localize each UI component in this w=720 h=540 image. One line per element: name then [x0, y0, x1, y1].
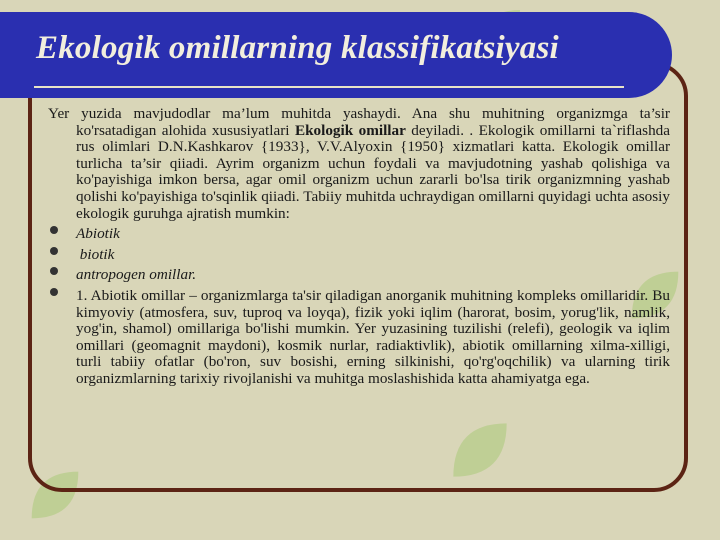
- list-item-label: Abiotik: [76, 225, 120, 243]
- round-bullet-icon: [50, 226, 58, 234]
- intro-paragraph: [48, 106, 670, 222]
- list-item-label: antropogen omillar.: [76, 266, 197, 284]
- intro-text-start: Yer yuzida mavjudodlar ma’lum muhitda yashaydi. Ana shu muhitning organizmga ta’sir ko'rsatadigan alohida xususiyatlari: [48, 105, 670, 139]
- list-item: [48, 243, 670, 264]
- slide-title: Ekologik omillarning klassifikatsiyasi: [36, 30, 559, 66]
- abiotik-detail-text: 1. Abiotik omillar – organizmlarga ta'sir qiladigan anorganik muhitning kompleks omillaridir. Bu kimyoviy (atmosfera, suv, tuproq va loyqa), fizik yoki iqlim (harorat, bosim, yorug'lik, namlik, yog'in, shamol) omillariga bo'lishi mumkin. Yer yuzasining tuzilishi (relefi), geologik va iqlim omillari (geomagnit maydoni), kosmik nurlar, radiaktivlik), abiotik omillarning xilma-xilligi, turli tabiiy ofatlar (bo'ron, suv bosishi, erning silkinishi, qo'rg'oqchilik) va ularning tirik organizmlarning tarixiy rivojlanishi va muhitga moslashishida katta ahamiyatga ega.: [76, 286, 670, 387]
- list-item-label: biotik: [76, 245, 115, 263]
- list-item: [48, 222, 670, 243]
- round-bullet-icon: [50, 267, 58, 275]
- round-bullet-icon: [50, 288, 58, 296]
- bullet-list: [48, 222, 670, 387]
- list-item: [48, 284, 670, 388]
- intro-bold-term: Ekologik omillar: [294, 121, 406, 139]
- slide-body: [48, 106, 670, 388]
- list-item: [48, 263, 670, 284]
- intro-text-end: deyiladi. . Ekologik omillarni ta`riflashda rus olimlari D.N.Kashkarov {1933}, V.V.Alyoxin {1950} xizmatlari katta. Ekologik omillar turlicha ta’sir qiiadi. Ayrim organizm uchun foydali va mavjudotning yashab qolishiga va ko'payishiga imkon bersa, agar omil organizm uchun zararli bo'lsa tirik organizmning yashab qolishi ko'payishiga to'sqinlik qiiadi. Tabiiy muhitda uchraydigan omillarni quyidagi uchta asosiy ekologik guruhga ajratish mumkin:: [76, 121, 671, 222]
- round-bullet-icon: [50, 247, 58, 255]
